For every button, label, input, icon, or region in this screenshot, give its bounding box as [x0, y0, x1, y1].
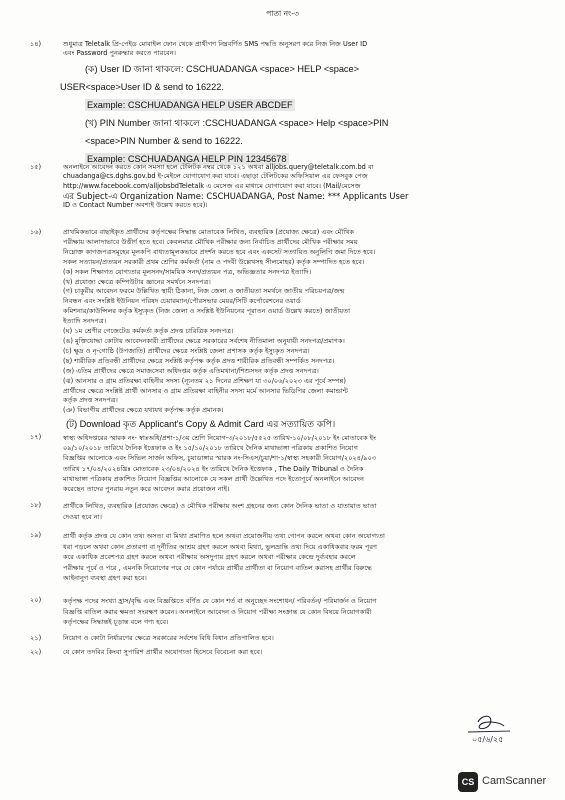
item-number: ১৬): [30, 228, 42, 236]
text-line: প্রার্থীকে লিখিত, ব্যবহারিক (প্রযোজ্য ক্ষেত্রে) ও মৌখিক পরীক্ষায় অংশ গ্রহনের জন্য কোন দৈনিক ভাতা ও যাতায়াত ভাতা: [63, 502, 377, 510]
text-line: নিবন্ধন এবং সংশ্লিষ্ট ইউনিয়ন পরিষদ চেয়ারম্যান/পৌরসভার মেয়র/সিটি কর্পোরেশনের ওয়ার্ড: [63, 297, 301, 306]
camscanner-text: CamScanner: [482, 775, 547, 787]
example-wrap: [85, 99, 525, 111]
text-line: কর্তৃপক্ষ পদের সংখ্যা হ্রাস/বৃদ্ধি এবং বিজ্ঞপ্তিতে বর্ণিত যে কোন শর্ত বা অনুচ্ছেদ সংশোধন/ পরিবর্তন/ পরিমার্জন ও নিয়োগ: [63, 597, 377, 605]
camscanner-logo: CS: [458, 772, 478, 792]
item-number: ২২): [30, 648, 42, 656]
item-number: ২১): [30, 634, 42, 642]
item-number: ১৯): [30, 531, 42, 539]
text-line: (ক) সকল শিক্ষাগত যোগ্যতার মূলসনদ/সাময়িক সনদ/প্রত্যয়ন পত্র, অভিজ্ঞতার সনদপত্র ইত্যাদি।: [63, 267, 312, 276]
item-20: [30, 596, 535, 630]
item-text: [63, 531, 535, 584]
item-number: ১৭): [30, 433, 42, 441]
text-line: USER<space>User ID & send to 16222.: [60, 82, 224, 92]
text-line: শুধুমাত্র Teletalk প্রি-পেইড মোবাইল ফোন থেকে প্রাথীগণ নিম্নবর্ণিত SMS পদ্ধতি অনুসরণ করে নিজ নিজ User ID: [63, 40, 368, 48]
item-text: [63, 228, 535, 416]
item-14: [30, 40, 535, 62]
text-line: নিয়োগ ও কোটা নির্ধারণের ক্ষেত্রে সরকারের সর্বশেষ বিধি বিধান প্রতিপালিত হবে।: [63, 634, 274, 642]
text-line: এর Subject-এ Organization Name: CSCHUADANGA, Post Name: *** Applicants User: [63, 190, 409, 201]
sms-help-text: [60, 63, 525, 165]
item-19: [30, 531, 535, 587]
text-line: (খ) প্রযোজ্য ক্ষেত্রে কম্পিউটার জ্ঞানের সমর্থনে সনদপত্র।: [63, 277, 211, 286]
text-line: প্রাথমিকভাবে বাছাইকৃত প্রার্থীদের কর্তৃপক্ষের সিদ্ধান্ত মোতাবেক লিখিত, ব্যবহারিক (প্রযোজ্য ক্ষেত্রে) এবং মৌখিক: [63, 228, 355, 236]
item-text: [63, 433, 535, 494]
item-21: [30, 634, 535, 646]
item-text: [63, 501, 535, 522]
text-line: (ছ) শারীরিক প্রতিবন্ধী প্রার্থীদের ক্ষেত্রে সংশ্লিষ্ট কর্তৃপক্ষ কর্তৃক প্রদত্ত শারীরিক প্রতিবন্ধী সম্পর্কিত সনদপত্র।: [63, 356, 335, 365]
item-number: ১৮): [30, 501, 42, 509]
text-line: ধরা পড়লে অথবা কোন প্রতারণা বা দূর্নীতির আশ্রয় গ্রহণ করলে অথবা মিথ্যা, ভুলভ্রান্তি তথ্য দিয়ে একাধিকবার ফরম পূরণ: [63, 542, 377, 551]
text-line: (জ) এতিম প্রার্থীদের ক্ষেত্রে সমাজসেবা অধিদপ্তর কর্তৃক এতিমখানা/শিশুসদন কর্তৃক প্রদত্ত সনদপত্র।: [63, 366, 319, 375]
item-number: ১৪): [30, 40, 42, 48]
text-line: কর্তৃক প্রদত্ত সনদপত্র।: [63, 396, 118, 405]
text-line: তারিখ ১৭/০৪/২০২৪খ্রিঃ মোতাবেক ২৩/০৪/২০২৪ ইং তারিখে দৈনিক ইত্তেফাক , The Daily Tribunal ও দৈনিক: [63, 464, 364, 473]
text-line: (ক) User ID জানা থাকলে: CSCHUADANGA <space> HELP <space>: [85, 64, 360, 74]
text-line: (চ) ক্ষুদ্র ও নৃ-গোষ্ঠি (উপজাতি) প্রার্থীদের ক্ষেত্রে সংশ্লিষ্ট জেলা প্রশাসক কর্তৃক ইস্যুকৃত সনদপত্র।: [63, 346, 310, 355]
item-text: [63, 596, 535, 628]
text-line: বিজ্ঞপ্তি বাতিল করার ক্ষমতা সংরক্ষণ করেন। অনলাইনে আবেদন ও নিয়োগ পরীক্ষা সংক্রান্ত যে কোন বিষয়ে নিয়োগকারী: [63, 607, 372, 616]
signature-image: [460, 712, 520, 748]
text-line: কমিশনার/কাউন্সিলর কর্তৃক ইস্যুকৃত (নিজ জেলা ও সংশ্লিষ্ট ইউনিয়নের পূরাতন ওয়ার্ড উল্লেখ করতে) জাতীয়তা: [63, 307, 350, 316]
text-line: ০৯/১০/২০১৮ তারিখে দৈনিক ইত্তেফাক ও ইং ১৫/১০/২০১৮ তারিখে দৈনিক মাথাভাঙ্গা পত্রিকায় প্রকাশিত নিয়োগ: [63, 444, 358, 453]
text-line: (ঘ) ১ম শ্রেণীর গেজেটেড কর্মকর্তা কর্তৃক প্রদত্ত চারিত্রিক সনদপত্র।: [63, 327, 234, 336]
item-15: [30, 163, 535, 215]
sms-help-block: [30, 63, 535, 163]
item-17: [30, 433, 535, 495]
text-line: <space>PIN Number & send to 16222.: [85, 136, 243, 146]
item-text: [63, 163, 535, 210]
example-line: Example: CSCHUADANGA HELP USER ABCDEF: [87, 100, 293, 110]
text-line: যে কোন তদবির কিংবা সুপারিশ প্রার্থীর অযোগ্যতা হিসেবে বিবেচনা করা হবে।: [63, 648, 263, 656]
item-text: [63, 40, 535, 59]
item-number: ২০): [30, 596, 42, 604]
page-number: পাতা নং-৩: [266, 9, 299, 18]
item-16: [30, 228, 535, 416]
text-line: স্বাস্থ্য অধিদপ্তরের স্মারক নং- স্বাঃঅধি/প্রশা-১/৩য় শ্রেণি নিয়োগ-৩/২০১৮/৫৫২৫ তারিখ-১০/০৮/২০১৮ ইং মোতাবেক ইং: [63, 434, 376, 442]
text-line: দেওয়া হবে না।: [63, 512, 102, 521]
text-line: (ঙ) মুক্তিযোদ্ধা কোটায় আবেদনকারী প্রার্থীদের ক্ষেত্রে সরকারের সর্বশেষ নীতিমালা অনুযায়ী সনদপত্র/প্রমাণক।: [63, 336, 345, 345]
item-18: [30, 501, 535, 523]
text-line: নিম্নোক্ত কাগজপত্রসমূহের মূলকপি বাধ্যতামূলকভাবে প্রদর্শন করতে হবে এবং একসেট সত্যায়িত অনুলিপি জমা দিতে হবে।: [63, 247, 376, 256]
text-line: chuadanga@cs.dghs.gov.bd ই-মেইলে যোগাযোগ করা যাবে। এছাড়া টেলিটকের অফিসিয়াল এর ফেসবুক পেজ: [63, 172, 368, 181]
text-line: সকল সত্যায়ন/প্রত্যয়ন সরকারী প্রথম শ্রেণির কর্মকর্তা (নাম ও পদবী উল্লেখসহ সীলমোহর) কর্তৃক সম্পাদিত হতে হবে।: [63, 257, 365, 266]
text-line: কর্তৃপক্ষের সিদ্ধান্তই চূড়ান্ত বলে গণ্য হবে।: [63, 618, 169, 627]
example-line: Example: CSCHUADANGA HELP PIN 12345678: [87, 154, 287, 164]
text-line: করেছেন তাদের পুনরায় নতুন করে আবেদন করার প্রয়োজন নাই।: [63, 485, 230, 494]
text-line: http://www.facebook.com/alljobsbdTeletalk এ মেসেজ এর মাধ্যমে যোগাযোগ করা যাবে। (Mail/মেসেজ: [63, 181, 361, 190]
text-line: পরীক্ষায় আলাদাভাবে উত্তীর্ণ হতে হবে। কেবলমাত্র মৌখিক পরীক্ষার জন্য নির্বাচিত প্রার্থীদের মৌখিক পরীক্ষার সময়: [63, 237, 358, 246]
text-line: এবং Password পুনরুদ্ধার করতে পারবেন।: [63, 49, 177, 58]
text-line: বিজ্ঞপ্তির আলোকে এবং সিভিল সার্জন অফিস, চুয়াডাঙ্গার স্মারক নং-সিএস/চুয়া/শা-১/স্বাস্থ্য সহকারী নিয়োগ/২০২৪/৯০৩: [63, 454, 377, 463]
text-line: করে একাধিক প্রবেশপত্র গ্রহণ করলে অথবা পরীক্ষায় অসদুপায় গ্রহণ করলে অথবা পরীক্ষার কেন্দ্রে দুর্ব্যবহার করলে: [63, 553, 356, 562]
text-line: প্রার্থী কর্তৃক প্রদত্ত যে কোন তথ্য অসত্য বা মিথ্যা প্রমাণিত হলে অথবা প্রয়োজনীয় তথ্য গোপন করলে অথবা কোন অযোগ্যতা: [63, 532, 385, 540]
item-22: [30, 648, 535, 660]
download-line: [30, 418, 535, 432]
text-line: (ঞ) বিভাগীয় প্রার্থীদের ক্ষেত্রে যথাযথ কর্তৃপক্ষ কর্তৃক প্রমানক।: [63, 406, 224, 415]
text-line: (ঝ) আনসার ও গ্রাম প্রতিরক্ষা বাহিনীর সদস্য (ন্যূনতম ২১ দিনের প্রশিক্ষণ যা ৩০/০৬/২০২৩ এর পূর্বে সম্পন্ন): [63, 376, 346, 385]
item-number: ১৫): [30, 163, 42, 171]
text-line: প্রার্থীদের ক্ষেত্রে সংশ্লিষ্ট প্রার্থী আনসার ও গ্রাম প্রতিরক্ষা বাহিনীর সদস্য মর্মে আনসার ভিডিপির জেলা কমান্ডান্ট: [63, 386, 348, 395]
text-line: ইত্যাদি সনদপত্র।: [63, 317, 107, 326]
text-line: মাথাভাঙ্গা পত্রিকায় প্রকাশিত নিয়োগ বিজ্ঞপ্তির আলোকে যে সকল প্রার্থী উল্লেখিত পদে ইতোপূর্বে অনলাইনে আবেদন: [63, 474, 364, 483]
text-line: আইনানুগ ব্যবস্থা গ্রহণ করা হবে।: [63, 574, 147, 583]
text-line: (গ) চাকুরীর আবেদন ফরমে উল্লিখিত স্থায়ী ঠিকানা, নিজ জেলা ও জাতীয়তা সমর্থনে জাতীয় পরিচয়পত্র/জন্ম: [63, 287, 345, 296]
text-line: অনলাইনে আবেদন করতে কোন সমস্যা হলে টেলিটক নম্বর থেকে ১২১ অথবা alljobs.query@teletalk.com.bd বা: [63, 163, 374, 171]
text-line: ID ও Contact Number অবশ্যই উল্লেখ করতে হবে)।: [63, 200, 208, 209]
text-line: পরীক্ষার পূর্বে ও পরে , এমনকি নিয়োগের পরে যে কোন পর্যায়ে প্রার্থীর প্রার্থীতা বা নিয়োগ বাতিল করাসহ প্রার্থীর বিরুদ্ধে: [63, 563, 372, 572]
signature-date: ০৫/৬/২৫: [472, 735, 504, 744]
text-line: (খ) PIN Number জানা থাকলে :CSCHUADANGA <space> Help <space>PIN: [85, 118, 389, 128]
text-line: (ট) Download কৃত Applicant's Copy & Admit Card এর সত্যায়িত কপি।: [66, 419, 336, 429]
